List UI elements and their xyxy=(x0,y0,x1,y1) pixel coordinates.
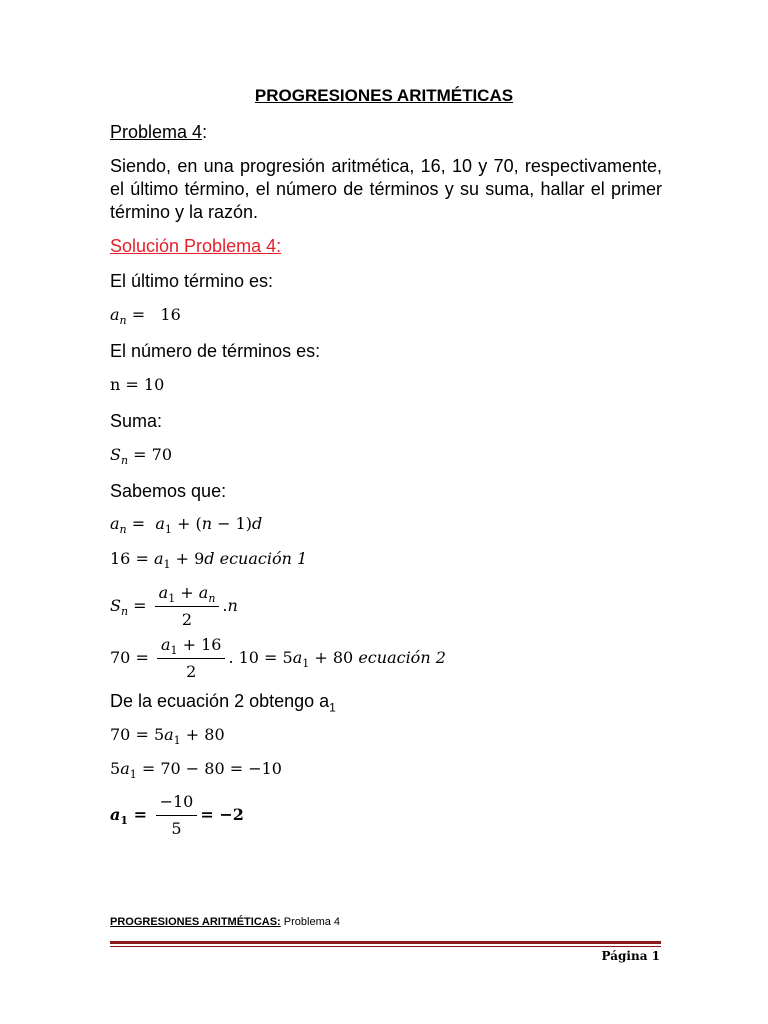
result-fraction xyxy=(156,791,198,840)
equation-1: $16 = a_1 + 9d$ ecuación 1 xyxy=(110,549,308,571)
footer-bold: PROGRESIONES ARITMÉTICAS: xyxy=(110,916,281,928)
eq2-right: . 10 = 5 xyxy=(228,648,293,667)
equation-an: $a_n = 16$ xyxy=(110,305,181,327)
text-sabemos: Sabemos que: xyxy=(110,481,227,501)
text-numero-terminos: El número de términos es: xyxy=(110,341,321,361)
footer-normal: Problema 4 xyxy=(280,916,341,928)
equation-1-label: ecuación 1 xyxy=(219,549,308,568)
step-a-tail: + 80 xyxy=(185,725,225,744)
result-frac-num: −10 xyxy=(156,791,198,816)
result-value: = −2 xyxy=(200,805,244,824)
equation-n: n = 10 xyxy=(110,375,165,394)
page-title: PROGRESIONES ARITMÉTICAS xyxy=(254,86,514,105)
an-value: 16 xyxy=(160,305,181,324)
eq2-tail: + 80 xyxy=(314,648,354,667)
equation-result: $a_1$ = $\frac{-10}{5}$ = −2 xyxy=(110,792,244,838)
sn-value: 70 xyxy=(151,445,172,464)
sum-fraction: $\frac{a_1 + a_n}{2}$ xyxy=(155,582,220,631)
problem-label xyxy=(110,121,207,144)
de-la-ecuacion-text: De la ecuación 2 obtengo a xyxy=(110,691,330,711)
equation-step-a: $70 = 5a_1 + 80$ xyxy=(110,725,225,747)
footer-rule-thin xyxy=(110,946,661,947)
equation-sum-formula: $S_n$ = $\frac{a_1 + a_n}{2}$ .n xyxy=(110,583,238,629)
eq2-left: 70 = xyxy=(110,648,149,667)
problem-statement: Siendo, en una progresión aritmética, 16, 10 y 70, respectivamente, el último término, el número de términos y su suma, hallar el primer término y la razón. xyxy=(110,156,662,222)
problem-label-colon: : xyxy=(202,122,208,142)
de-la-ecuacion-sub: 1 xyxy=(329,700,336,715)
equation-step-b: $5a_1 = 70 - 80 = -10$ xyxy=(110,759,282,781)
equation-general-term: $a_n = a_1 + (n - 1)d$ xyxy=(110,514,263,536)
equation-2: 70 = $\frac{a_1 + 16}{2}$ . $10 = 5a_1 + 80$ ecuación 2 xyxy=(110,635,446,681)
text-ultimo-termino: El último término es: xyxy=(110,271,274,291)
n-value: 10 xyxy=(143,375,165,394)
eq2-fraction: $\frac{a_1 + 16}{2}$ xyxy=(157,634,225,683)
equation-sn: $S_n = 70$ xyxy=(110,445,172,467)
text-suma: Suma: xyxy=(110,411,163,431)
page-number: Página 1 xyxy=(601,949,660,963)
step-a-left: 70 = 5 xyxy=(110,725,165,744)
step-b-tail: = 70 − 80 = −10 xyxy=(141,759,282,778)
footer-rule-thick xyxy=(110,941,661,944)
footer-text xyxy=(110,916,340,928)
equation-2-label: ecuación 2 xyxy=(358,648,446,667)
solution-heading: Solución Problema 4: xyxy=(110,236,282,256)
text-de-la-ecuacion xyxy=(110,690,336,720)
problem-label-text: Problema 4 xyxy=(110,122,203,142)
result-frac-den: 5 xyxy=(171,819,182,838)
